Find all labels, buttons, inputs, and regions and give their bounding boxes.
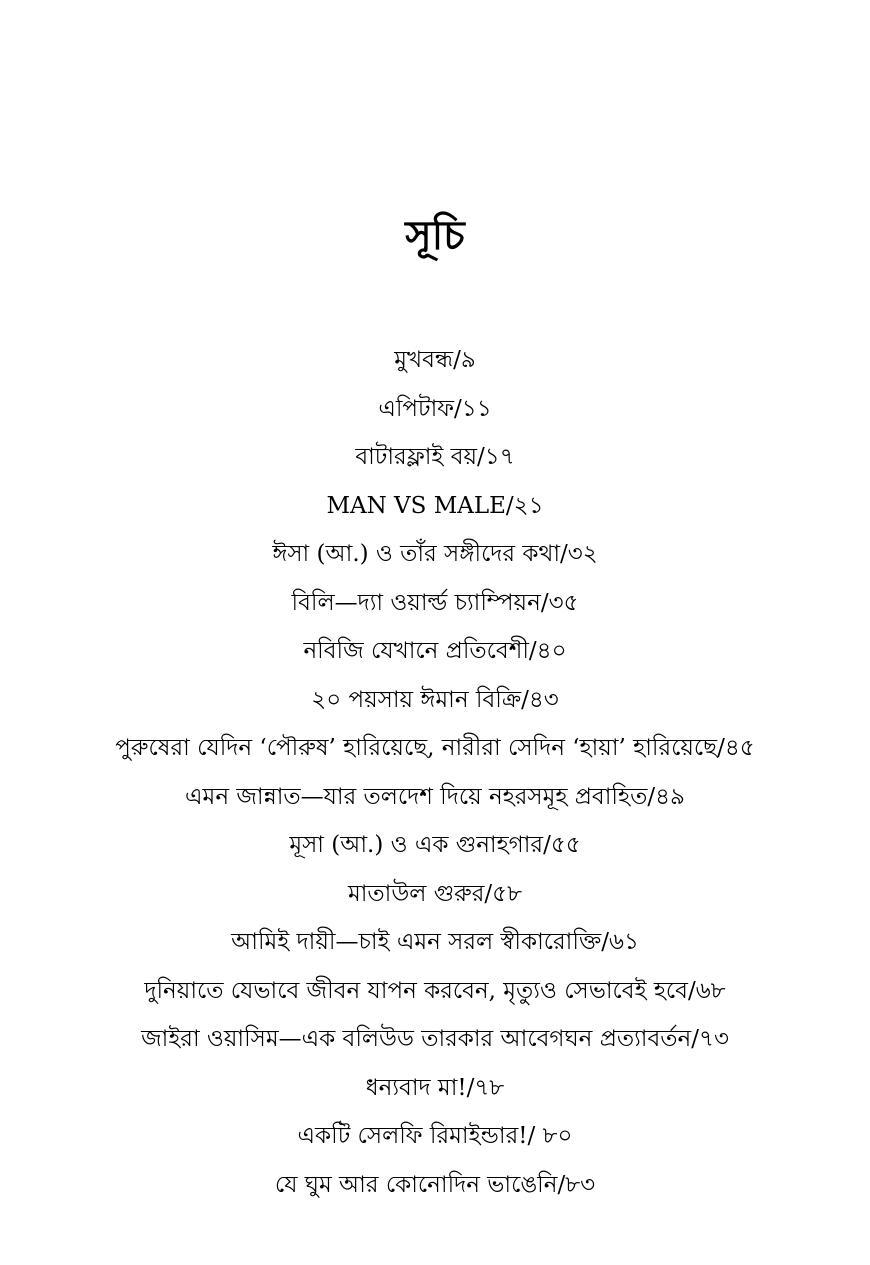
toc-entry: পুরুষেরা যেদিন ‘পৌরুষ’ হারিয়েছে, নারীরা সেদিন ‘হায়া’ হারিয়েছে/৪৫	[115, 735, 755, 761]
toc-entry: বাটারফ্লাই বয়/১৭	[355, 444, 515, 470]
toc-entry: মুখবন্ধ/৯	[394, 347, 476, 373]
toc-entry: একটি সেলফি রিমাইন্ডার!/ ৮০	[297, 1123, 573, 1149]
toc-entry: আমিই দায়ী—চাই এমন সরল স্বীকারোক্তি/৬১	[231, 929, 639, 955]
toc-entry: মাতাউল গুরুর/৫৮	[347, 880, 523, 907]
toc-entry: ২০ পয়সায় ঈমান বিক্রি/৪৩	[311, 686, 559, 713]
toc-entry: নবিজি যেখানে প্রতিবেশী/৪০	[303, 638, 567, 664]
toc-entry: দুনিয়াতে যেভাবে জীবন যাপন করবেন, মৃত্যুও সেভাবেই হবে/৬৮	[144, 977, 726, 1004]
toc-entry: ধন্যবাদ মা!/৭৮	[365, 1074, 505, 1101]
toc-entry: MAN VS MALE/২১	[326, 492, 544, 519]
table-of-contents	[40, 336, 830, 1209]
toc-entry: এপিটাফ/১১	[378, 395, 492, 422]
toc-entry: যে ঘুম আর কোনোদিন ভাঙেনি/৮৩	[274, 1171, 596, 1198]
toc-entry: এমন জান্নাত—যার তলদেশ দিয়ে নহরসমূহ প্রবাহিত/৪৯	[185, 783, 685, 810]
toc-entry: ঈসা (আ.) ও তাঁর সঙ্গীদের কথা/৩২	[272, 541, 598, 567]
page-title: সূচি	[405, 212, 465, 259]
toc-entry: মূসা (আ.) ও এক গুনাহগার/৫৫	[289, 832, 581, 858]
toc-entry: জাইরা ওয়াসিম—এক বলিউড তারকার আবেগঘন প্রত্যাবর্তন/৭৩	[141, 1026, 729, 1052]
toc-entry: বিলি—দ্যা ওয়ার্ল্ড চ্যাম্পিয়ন/৩৫	[291, 589, 579, 616]
